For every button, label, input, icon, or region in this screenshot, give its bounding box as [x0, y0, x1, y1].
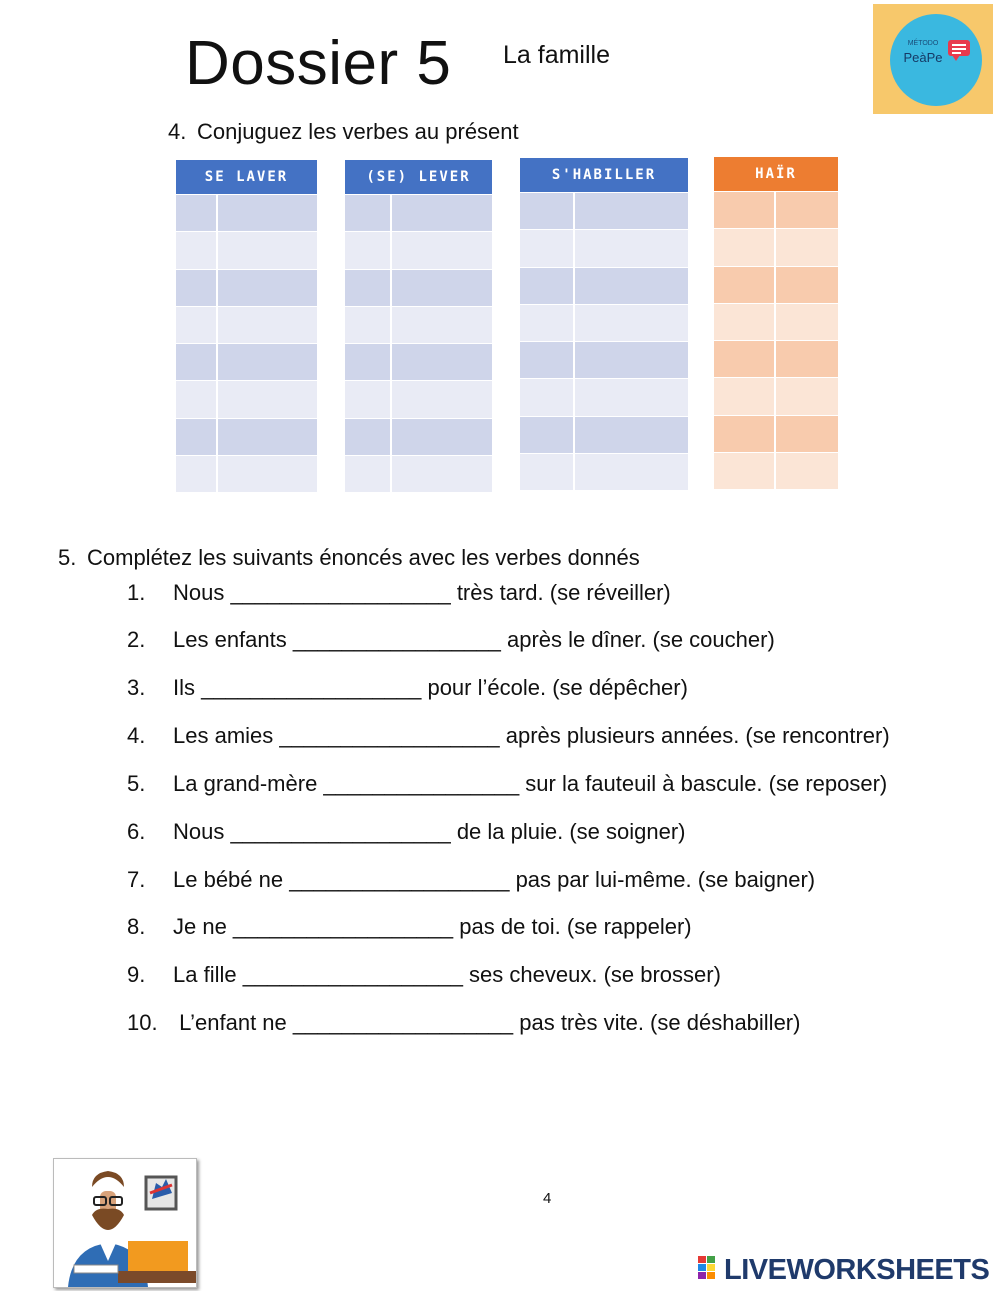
- sentence-text: Ils __________________ pour l’école. (se dépêcher): [173, 675, 688, 700]
- page-subtitle: La famille: [503, 41, 610, 69]
- conjugation-table-se-lever: [345, 160, 492, 492]
- table-row[interactable]: [176, 380, 317, 417]
- conjugation-cell[interactable]: [218, 344, 317, 380]
- pronoun-cell[interactable]: [714, 378, 776, 414]
- conjugation-cell[interactable]: [575, 230, 688, 266]
- sentence-text: La grand-mère ________________ sur la fauteuil à bascule. (se reposer): [173, 771, 888, 796]
- pronoun-cell[interactable]: [345, 456, 392, 492]
- table-rows[interactable]: [714, 191, 838, 489]
- conjugation-cell[interactable]: [392, 344, 492, 380]
- pronoun-cell[interactable]: [714, 341, 776, 377]
- pronoun-cell[interactable]: [345, 270, 392, 306]
- table-row[interactable]: [520, 267, 688, 304]
- pronoun-cell[interactable]: [176, 195, 218, 231]
- exercise-4-instruction: Conjuguez les verbes au présent: [197, 119, 519, 144]
- table-row[interactable]: [520, 229, 688, 266]
- sentence-text: Les amies __________________ après plusieurs années. (se rencontrer): [173, 723, 890, 748]
- pronoun-cell[interactable]: [714, 304, 776, 340]
- sentence-number: 2.: [127, 627, 146, 652]
- table-row[interactable]: [345, 269, 492, 306]
- pronoun-cell[interactable]: [520, 342, 575, 378]
- sentence-item[interactable]: [127, 579, 671, 607]
- table-row[interactable]: [714, 452, 838, 489]
- conjugation-cell[interactable]: [218, 456, 317, 492]
- sentence-number: 8.: [127, 914, 146, 939]
- exercise-5-instruction: Complétez les suivants énoncés avec les verbes donnés: [87, 545, 640, 570]
- table-row[interactable]: [176, 455, 317, 492]
- table-rows[interactable]: [345, 194, 492, 492]
- conjugation-cell[interactable]: [776, 378, 838, 414]
- table-row[interactable]: [345, 306, 492, 343]
- exercise-4-heading: [168, 119, 519, 145]
- pronoun-cell[interactable]: [345, 344, 392, 380]
- conjugation-cell[interactable]: [575, 342, 688, 378]
- table-header: SE LAVER: [176, 160, 317, 194]
- sentence-number: 7.: [127, 867, 146, 892]
- sentence-item[interactable]: [127, 1009, 800, 1037]
- pronoun-cell[interactable]: [520, 268, 575, 304]
- table-row[interactable]: [520, 416, 688, 453]
- table-row[interactable]: [345, 418, 492, 455]
- sentence-number: 1.: [127, 580, 146, 605]
- table-row[interactable]: [714, 340, 838, 377]
- table-header: (SE) LEVER: [345, 160, 492, 194]
- table-rows[interactable]: [176, 194, 317, 492]
- sentence-text: Nous __________________ très tard. (se réveiller): [173, 580, 671, 605]
- teacher-at-desk-icon: [54, 1159, 196, 1287]
- conjugation-cell[interactable]: [575, 454, 688, 490]
- sentence-text: Les enfants _________________ après le dîner. (se coucher): [173, 627, 775, 652]
- sentence-item[interactable]: [127, 722, 890, 750]
- speech-bubble-icon: [948, 40, 970, 56]
- table-row[interactable]: [176, 231, 317, 268]
- table-row[interactable]: [714, 377, 838, 414]
- conjugation-table-hair: [714, 157, 838, 489]
- conjugation-cell[interactable]: [218, 307, 317, 343]
- sentence-text: L’enfant ne __________________ pas très vite. (se déshabiller): [173, 1010, 801, 1035]
- sentence-text: Je ne __________________ pas de toi. (se rappeler): [173, 914, 692, 939]
- table-row[interactable]: [345, 231, 492, 268]
- table-row[interactable]: [714, 303, 838, 340]
- exercise-4-number: 4.: [168, 119, 187, 144]
- table-row[interactable]: [520, 453, 688, 490]
- conjugation-cell[interactable]: [776, 229, 838, 265]
- sentence-number: 3.: [127, 675, 146, 700]
- peape-logo: [873, 4, 993, 114]
- pronoun-cell[interactable]: [176, 381, 218, 417]
- pronoun-cell[interactable]: [345, 419, 392, 455]
- conjugation-cell[interactable]: [575, 305, 688, 341]
- pronoun-cell[interactable]: [345, 307, 392, 343]
- table-row[interactable]: [345, 380, 492, 417]
- pronoun-cell[interactable]: [714, 416, 776, 452]
- table-row[interactable]: [176, 343, 317, 380]
- table-row[interactable]: [345, 343, 492, 380]
- pronoun-cell[interactable]: [176, 344, 218, 380]
- pronoun-cell[interactable]: [176, 232, 218, 268]
- pronoun-cell[interactable]: [714, 267, 776, 303]
- table-row[interactable]: [176, 306, 317, 343]
- conjugation-table-se-laver: [176, 160, 317, 492]
- sentence-item[interactable]: [127, 674, 688, 702]
- pronoun-cell[interactable]: [345, 232, 392, 268]
- conjugation-cell[interactable]: [392, 270, 492, 306]
- conjugation-cell[interactable]: [392, 232, 492, 268]
- sentence-item[interactable]: [127, 961, 721, 989]
- conjugation-cell[interactable]: [776, 192, 838, 228]
- pronoun-cell[interactable]: [345, 381, 392, 417]
- sentence-number: 10.: [127, 1010, 158, 1035]
- pronoun-cell[interactable]: [714, 192, 776, 228]
- sentence-number: 4.: [127, 723, 146, 748]
- table-row[interactable]: [714, 191, 838, 228]
- table-row[interactable]: [176, 194, 317, 231]
- pronoun-cell[interactable]: [714, 229, 776, 265]
- conjugation-cell[interactable]: [575, 379, 688, 415]
- sentence-number: 5.: [127, 771, 146, 796]
- pronoun-cell[interactable]: [520, 305, 575, 341]
- conjugation-cell[interactable]: [575, 193, 688, 229]
- conjugation-cell[interactable]: [218, 419, 317, 455]
- table-header: HAÏR: [714, 157, 838, 191]
- pronoun-cell[interactable]: [176, 307, 218, 343]
- pronoun-cell[interactable]: [520, 454, 575, 490]
- sentence-item[interactable]: [127, 818, 686, 846]
- pronoun-cell[interactable]: [176, 419, 218, 455]
- conjugation-cell[interactable]: [776, 341, 838, 377]
- conjugation-cell[interactable]: [218, 232, 317, 268]
- table-rows[interactable]: [520, 192, 688, 490]
- pronoun-cell[interactable]: [176, 270, 218, 306]
- sentence-number: 6.: [127, 819, 146, 844]
- conjugation-cell[interactable]: [392, 195, 492, 231]
- pronoun-cell[interactable]: [520, 417, 575, 453]
- pronoun-cell[interactable]: [345, 195, 392, 231]
- table-row[interactable]: [176, 269, 317, 306]
- pronoun-cell[interactable]: [520, 193, 575, 229]
- sentence-text: Le bébé ne __________________ pas par lui-même. (se baigner): [173, 867, 816, 892]
- pronoun-cell[interactable]: [520, 379, 575, 415]
- exercise-5-number: 5.: [58, 545, 77, 570]
- table-row[interactable]: [520, 378, 688, 415]
- sentence-number: 9.: [127, 962, 146, 987]
- logo-small-text: MÉTODO: [907, 40, 939, 47]
- table-row[interactable]: [714, 415, 838, 452]
- conjugation-cell[interactable]: [392, 456, 492, 492]
- table-row[interactable]: [176, 418, 317, 455]
- pronoun-cell[interactable]: [520, 230, 575, 266]
- table-header: S'HABILLER: [520, 158, 688, 192]
- conjugation-cell[interactable]: [776, 304, 838, 340]
- page-title: Dossier 5: [185, 29, 452, 98]
- logo-brand-text: PeàPe: [903, 50, 943, 65]
- page-number: 4: [543, 1190, 552, 1207]
- sentence-text: La fille __________________ ses cheveux. (se brosser): [173, 962, 721, 987]
- pronoun-cell[interactable]: [176, 456, 218, 492]
- sentence-item[interactable]: [127, 770, 887, 798]
- conjugation-cell[interactable]: [575, 417, 688, 453]
- conjugation-cell[interactable]: [776, 267, 838, 303]
- pronoun-cell[interactable]: [714, 453, 776, 489]
- table-row[interactable]: [345, 455, 492, 492]
- teacher-illustration: [53, 1158, 197, 1288]
- conjugation-cell[interactable]: [392, 307, 492, 343]
- table-row[interactable]: [520, 304, 688, 341]
- table-row[interactable]: [714, 266, 838, 303]
- conjugation-cell[interactable]: [392, 381, 492, 417]
- table-row[interactable]: [714, 228, 838, 265]
- conjugation-cell[interactable]: [776, 416, 838, 452]
- table-row[interactable]: [520, 341, 688, 378]
- exercise-5-heading: [58, 545, 640, 571]
- table-row[interactable]: [345, 194, 492, 231]
- sentence-text: Nous __________________ de la pluie. (se soigner): [173, 819, 686, 844]
- conjugation-cell[interactable]: [218, 270, 317, 306]
- conjugation-cell[interactable]: [218, 381, 317, 417]
- sentence-item[interactable]: [127, 626, 775, 654]
- conjugation-table-s-habiller: [520, 158, 688, 490]
- conjugation-cell[interactable]: [776, 453, 838, 489]
- conjugation-cell[interactable]: [575, 268, 688, 304]
- table-row[interactable]: [520, 192, 688, 229]
- liveworksheets-wordmark: LIVEWORKSHEETS: [724, 1254, 990, 1286]
- sentence-item[interactable]: [127, 866, 815, 894]
- sentence-item[interactable]: [127, 913, 692, 941]
- conjugation-cell[interactable]: [218, 195, 317, 231]
- conjugation-cell[interactable]: [392, 419, 492, 455]
